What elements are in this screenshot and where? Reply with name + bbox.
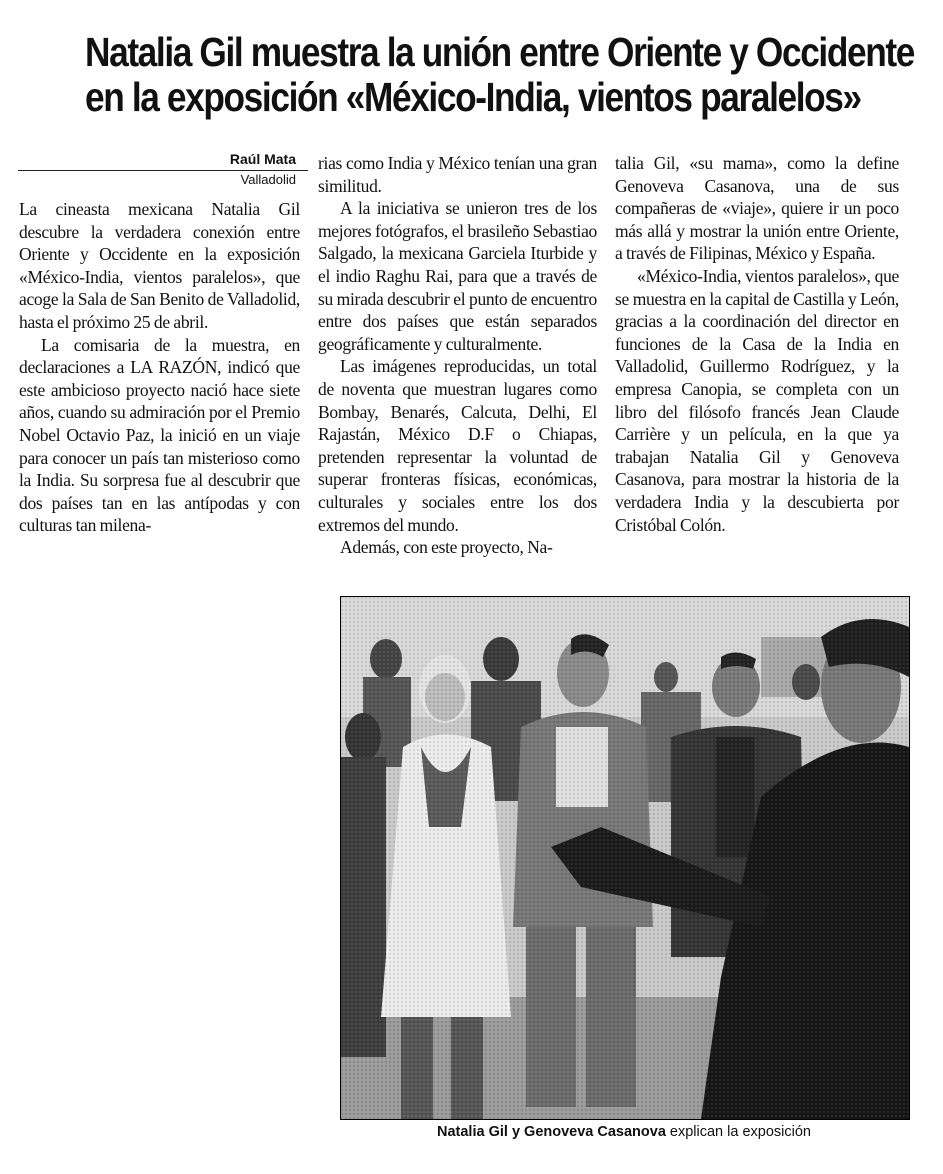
paragraph: La comisaria de la muestra, en declaraciones a LA RAZÓN, indicó que este ambicioso proyecto nació hace siete años, cuando su admiración por el Premio Nobel Octavio Paz, la inició en un viaje para conocer un país tan misterioso como la India. Su sorpresa fue al descubrir que dos países tan en las antípodas y con culturas tan milena- [19,334,300,536]
article-column-3 [615,152,899,536]
headline-line-1: Natalia Gil muestra la unión entre Oriente y Occidente [85,29,915,75]
caption-text: explican la exposición [665,1124,811,1140]
article-column-1 [19,198,300,537]
exhibition-photo [340,596,910,1120]
byline [18,150,308,188]
paragraph: A la iniciativa se unieron tres de los mejores fotógrafos, el brasileño Sebastiao Salgado, la mexicana Garciela Iturbide y el indio Raghu Rai, para que a través de su mirada descubrir el punto de encuentro entre dos países que están separados geográficamente y culturalmente. [318,198,597,354]
photo-illustration [341,597,909,1119]
paragraph: La cineasta mexicana Natalia Gil descubre la verdadera conexión entre Oriente y Occidente en la exposición «México-India, vientos paralelos», que acoge la Sala de San Benito de Valladolid, hasta el próximo 25 de abril. [19,199,300,332]
photo-caption [340,1124,908,1140]
byline-rule [18,170,308,171]
headline [85,29,915,120]
caption-names: Natalia Gil y Genoveva Casanova [437,1124,666,1140]
paragraph: Las imágenes reproducidas, un total de noventa que muestran lugares como Bombay, Benarés, Calcuta, Delhi, El Rajastán, México D.F o Chiapas, pretenden representar la voluntad de superar fronteras físicas, económicas, culturales y sociales entre los dos extremos del mundo. [318,356,597,535]
article-column-2 [318,152,597,559]
byline-location: Valladolid [240,172,296,187]
paragraph: talia Gil, «su mama», como la define Genoveva Casanova, una de sus compañeras de «viaje», quiere ir un poco más allá y mostrar la unión entre Oriente, a través de Filipinas, México y España. [615,153,899,264]
byline-author: Raúl Mata [229,151,296,167]
paragraph: rias como India y México tenían una gran similitud. [318,153,597,196]
paragraph: Además, con este proyecto, Na- [340,537,553,558]
headline-line-2: en la exposición «México-India, vientos paralelos» [85,74,861,120]
paragraph: «México-India, vientos paralelos», que se muestra en la capital de Castilla y León, gracias a la coordinación del director en funciones de la Casa de la India en Valladolid, Guillermo Rodríguez, y la empresa Canopia, se completa con un libro del filósofo francés Jean Claude Carrière y un película, en la que ya trabajan Natalia Gil y Genoveva Casanova, para mostrar la historia de la verdadera India y la descubierta por Cristóbal Colón. [615,265,899,535]
